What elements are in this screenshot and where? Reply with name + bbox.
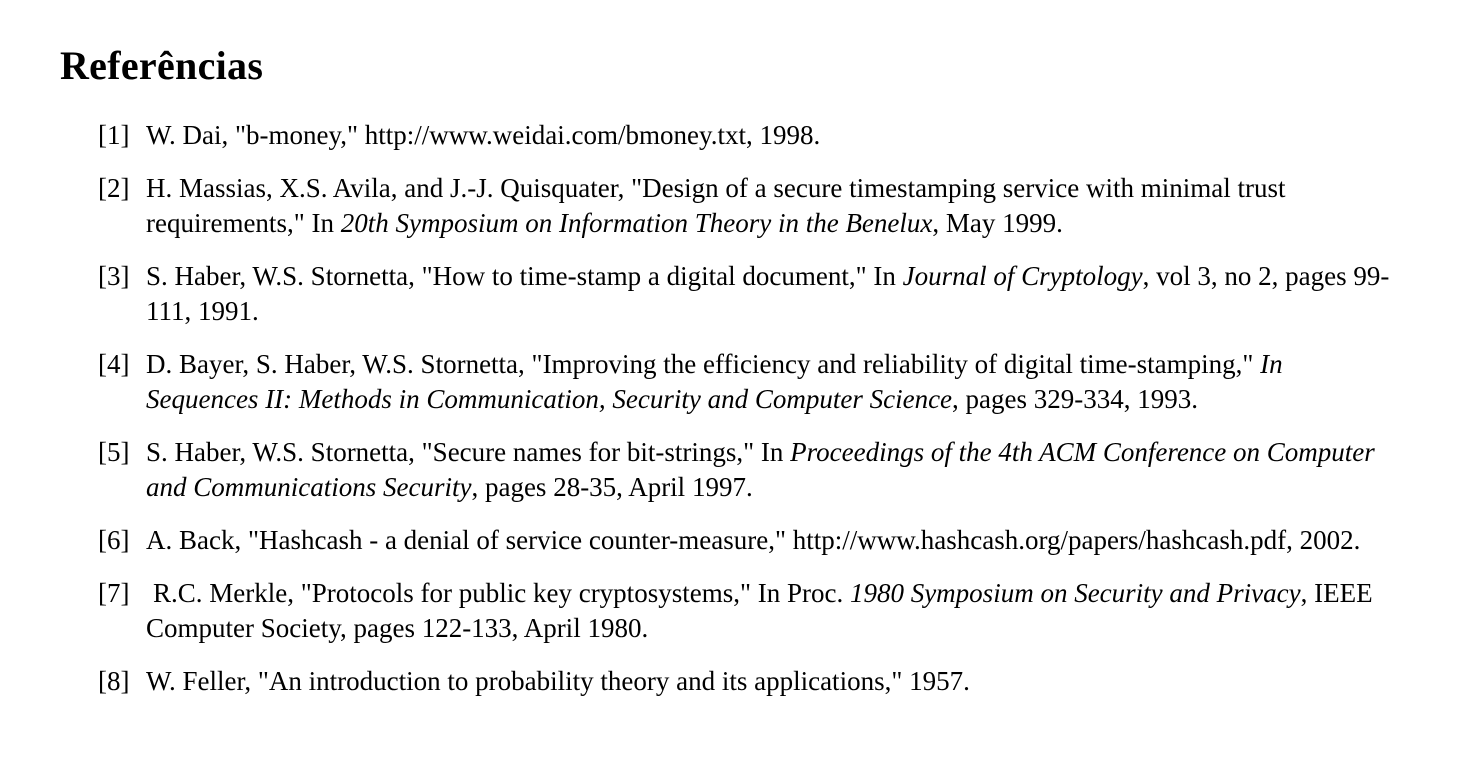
reference-text xyxy=(146,523,1398,558)
reference-text-part: S. Haber, W.S. Stornetta, "Secure names for bit-strings," In xyxy=(146,437,791,467)
reference-item xyxy=(98,259,1398,329)
reference-text xyxy=(146,118,1398,153)
reference-number: [2] xyxy=(98,173,130,203)
reference-item xyxy=(98,171,1398,241)
reference-item xyxy=(98,664,1398,699)
reference-item xyxy=(98,435,1398,505)
reference-venue: 1980 Symposium on Security and Privacy xyxy=(849,578,1301,608)
reference-text xyxy=(146,664,1398,699)
reference-number: [8] xyxy=(98,666,130,696)
reference-text xyxy=(146,259,1398,329)
reference-number: [1] xyxy=(98,120,130,150)
reference-venue: In Sequences II: Methods in Communication, Security and Computer Science xyxy=(146,349,1283,414)
reference-item xyxy=(98,523,1398,558)
reference-list xyxy=(98,118,1398,717)
reference-text-part: , IEEE Computer Society, pages 122-133, April 1980. xyxy=(146,578,1373,643)
reference-text-part: S. Haber, W.S. Stornetta, "How to time-stamp a digital document," In xyxy=(146,261,903,291)
reference-text-part: H. Massias, X.S. Avila, and J.-J. Quisquater, "Design of a secure timestamping service with minimal trust requirements," In xyxy=(146,173,1286,238)
reference-item xyxy=(98,347,1398,417)
reference-text-part: , May 1999. xyxy=(932,208,1063,238)
reference-text-part: , vol 3, no 2, pages 99-111, 1991. xyxy=(146,261,1390,326)
reference-number: [4] xyxy=(98,349,130,379)
reference-text xyxy=(146,171,1398,241)
reference-text-part: R.C. Merkle, "Protocols for public key cryptosystems," In Proc. xyxy=(153,578,850,608)
reference-text xyxy=(146,576,1398,646)
reference-number: [6] xyxy=(98,525,130,555)
reference-item xyxy=(98,576,1398,646)
reference-number: [7] xyxy=(98,578,130,608)
reference-venue: Proceedings of the 4th ACM Conference on Computer and Communications Security xyxy=(146,437,1375,502)
reference-text xyxy=(146,435,1398,505)
reference-text xyxy=(146,347,1398,417)
reference-item xyxy=(98,118,1398,153)
reference-text-part: W. Dai, "b-money," http://www.weidai.com/bmoney.txt, 1998. xyxy=(146,120,821,150)
reference-number: [3] xyxy=(98,261,130,291)
reference-venue: Journal of Cryptology xyxy=(902,261,1143,291)
reference-number: [5] xyxy=(98,437,130,467)
reference-venue: 20th Symposium on Information Theory in the Benelux xyxy=(340,208,933,238)
reference-text-part: A. Back, "Hashcash - a denial of service counter-measure," http://www.hashcash.org/papers/hashcash.pdf, 2002. xyxy=(146,525,1361,555)
reference-text-part: W. Feller, "An introduction to probability theory and its applications," 1957. xyxy=(146,666,970,696)
reference-text-part: , pages 329-334, 1993. xyxy=(952,384,1199,414)
page-title: Referências xyxy=(60,43,264,88)
reference-text-part: D. Bayer, S. Haber, W.S. Stornetta, "Improving the efficiency and reliability of digital time-stamping," xyxy=(146,349,1261,379)
reference-text-part: , pages 28-35, April 1997. xyxy=(471,472,753,502)
